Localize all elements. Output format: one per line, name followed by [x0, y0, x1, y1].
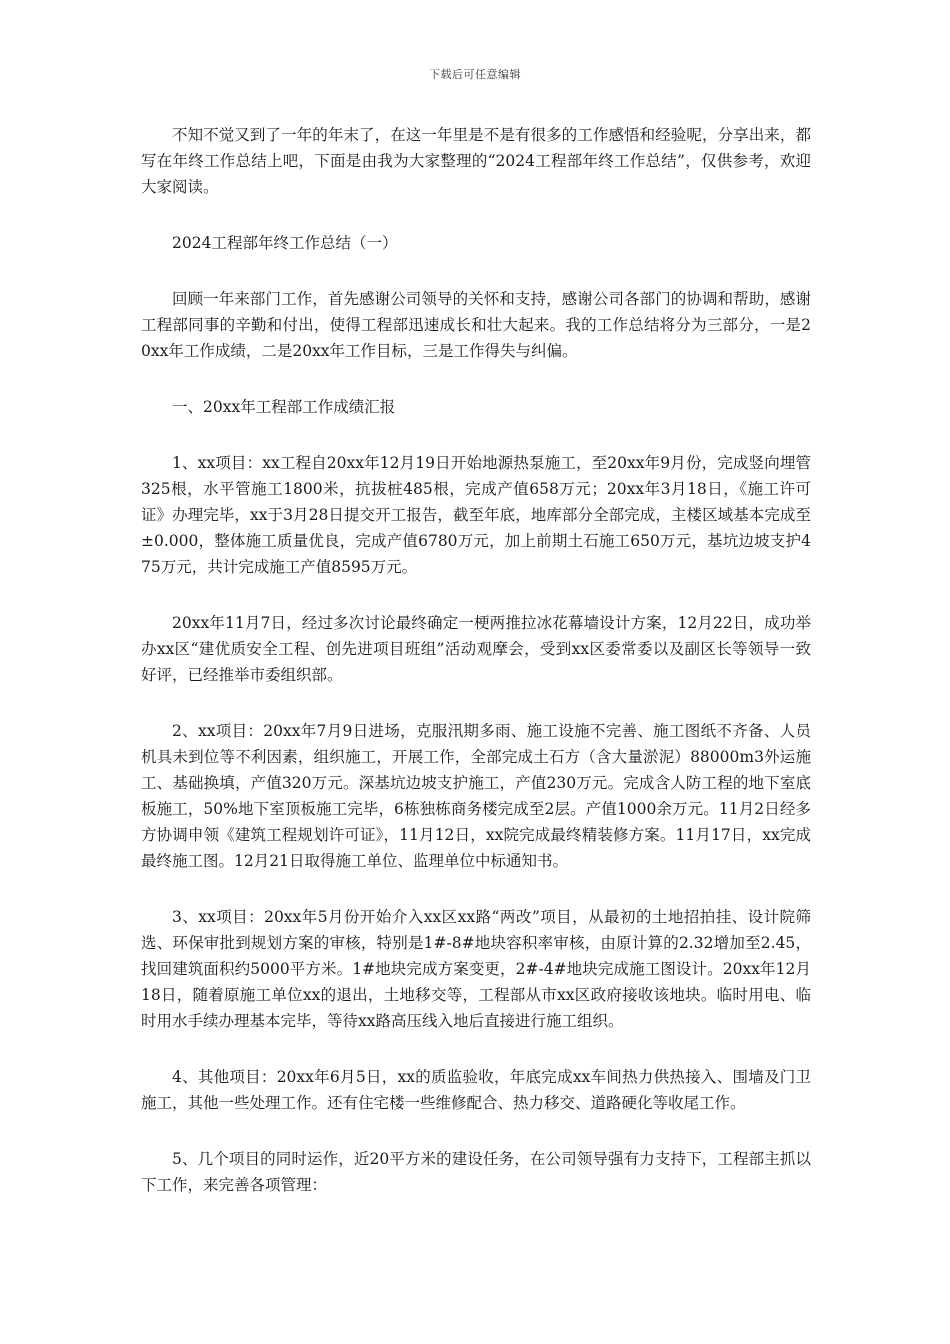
body-paragraph: 20xx年11月7日，经过多次讨论最终确定一梗两推拉冰花幕墙设计方案，12月22日，成功举办xx区“建优质安全工程、创先进项目班组”活动观摩会，受到xx区委常委以及副区长等领导一致好评，已经推举市委组织部。 [141, 614, 811, 684]
body-paragraph: 回顾一年来部门工作，首先感谢公司领导的关怀和支持，感谢公司各部门的协调和帮助，感谢工程部同事的辛勤和付出，使得工程部迅速成长和壮大起来。我的工作总结将分为三部分，一是20xx年工作成绩，二是20xx年工作目标，三是工作得失与纠偏。 [141, 290, 811, 360]
body-paragraph: 5、几个项目的同时运作，近20平方米的建设任务，在公司领导强有力支持下，工程部主抓以下工作，来完善各项管理： [141, 1150, 811, 1194]
section-heading: 一、20xx年工程部工作成绩汇报 [172, 398, 396, 416]
body-paragraph: 3、xx项目：20xx年5月份开始介入xx区xx路“两改”项目，从最初的土地招拍挂、设计院筛选、环保审批到规划方案的审核，特别是1#-8#地块容积率审核，由原计算的2.32增加至2.45，找回建筑面积约5000平方米。1#地块完成方案变更，2#-4#地块完成施工图设计。20xx年12月18日，随着原施工单位xx的退出，土地移交等，工程部从市xx区政府接收该地块。临时用电、临时用水手续办理基本完毕，等待xx路高压线入地后直接进行施工组织。 [141, 908, 811, 1030]
body-paragraph: 1、xx项目：xx工程自20xx年12月19日开始地源热泵施工，至20xx年9月份，完成竖向埋管325根，水平管施工1800米，抗拔桩485根，完成产值658万元；20xx年3月18日，《施工许可证》办理完毕，xx于3月28日提交开工报告，截至年底，地库部分全部完成，主楼区域基本完成至±0.000，整体施工质量优良，完成产值6780万元，加上前期土石施工650万元，基坑边坡支护475万元，共计完成施工产值8595万元。 [141, 454, 811, 576]
intro-paragraph: 不知不觉又到了一年的年末了，在这一年里是不是有很多的工作感悟和经验呢，分享出来，都写在年终工作总结上吧，下面是由我为大家整理的“2024工程部年终工作总结”，仅供参考，欢迎大家阅读。 [141, 126, 811, 196]
section-title: 2024工程部年终工作总结（一） [172, 234, 398, 252]
body-paragraph: 4、其他项目：20xx年6月5日，xx的质监验收，年底完成xx车间热力供热接入、围墙及门卫施工，其他一些处理工作。还有住宅楼一些维修配合、热力移交、道路硬化等收尾工作。 [141, 1068, 811, 1112]
body-paragraph: 2、xx项目：20xx年7月9日进场，克服汛期多雨、施工设施不完善、施工图纸不齐备、人员机具未到位等不利因素，组织施工，开展工作，全部完成土石方（含大量淤泥）88000m3外运施工、基础换填，产值320万元。深基坑边坡支护施工，产值230万元。完成含人防工程的地下室底板施工，50%地下室顶板施工完毕，6栋独栋商务楼完成至2层。产值1000余万元。11月2日经多方协调申领《建筑工程规划许可证》，11月12日，xx院完成最终精装修方案。11月17日，xx完成最终施工图。12月21日取得施工单位、监理单位中标通知书。 [141, 722, 811, 870]
document-body [141, 122, 811, 1228]
page-header: 下载后可任意编辑 [429, 68, 521, 81]
